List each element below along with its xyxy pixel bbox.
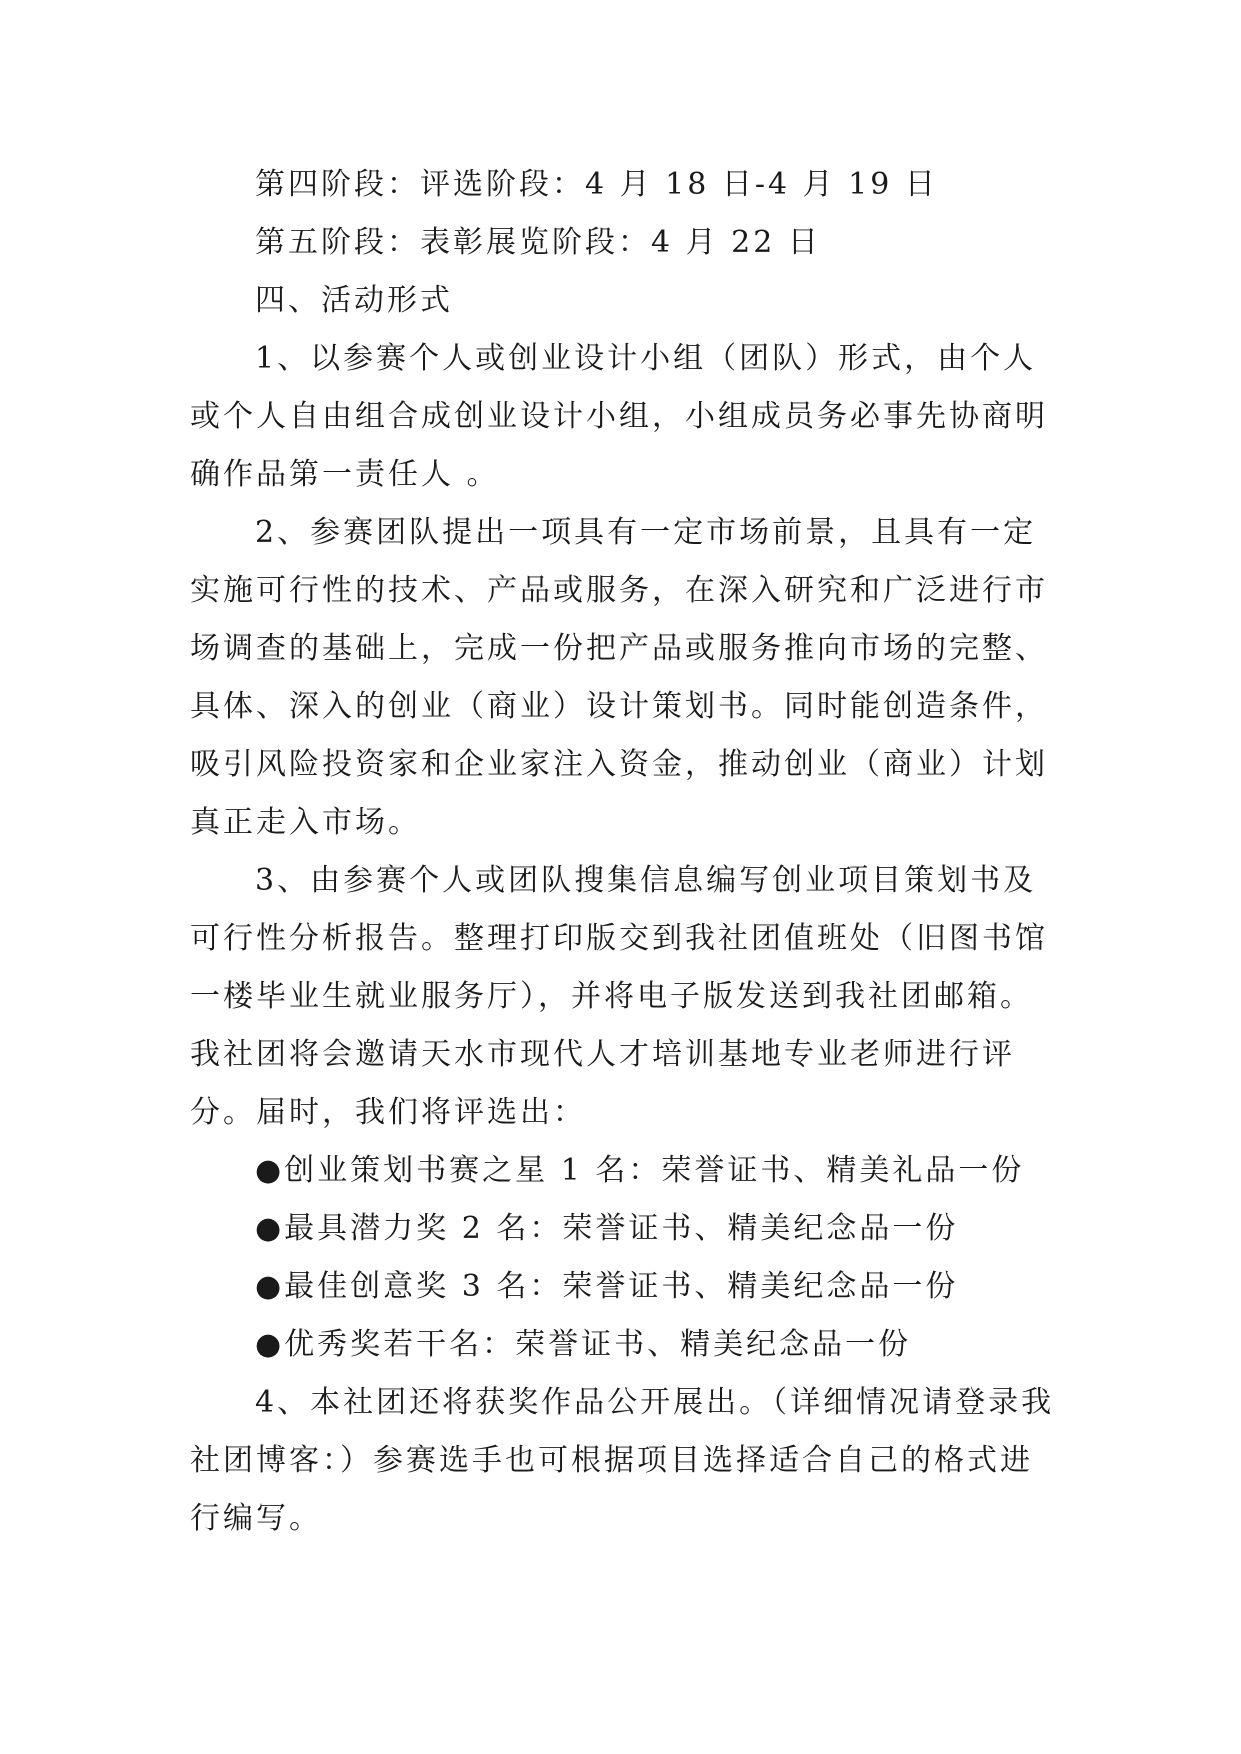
award-item-potential: ●最具潜力奖 2 名：荣誉证书、精美纪念品一份 xyxy=(255,1211,959,1246)
paragraph-4-line-3: 行编写。 xyxy=(190,1501,322,1536)
paragraph-3-line-2: 可行性分析报告。整理打印版交到我社团值班处（旧图书馆 xyxy=(190,921,1048,956)
award-item-creative: ●最佳创意奖 3 名：荣誉证书、精美纪念品一份 xyxy=(255,1269,959,1304)
paragraph-3-line-3: 一楼毕业生就业服务厅），并将电子版发送到我社团邮箱。 xyxy=(190,979,1033,1014)
paragraph-2-line-3: 场调查的基础上，完成一份把产品或服务推向市场的完整、 xyxy=(190,631,1048,666)
paragraph-4-line-2: 社团博客：）参赛选手也可根据项目选择适合自己的格式进 xyxy=(190,1443,1033,1478)
paragraph-2-line-5: 吸引风险投资家和企业家注入资金，推动创业（商业）计划 xyxy=(190,747,1048,782)
stage-five-line: 第五阶段：表彰展览阶段：4 月 22 日 xyxy=(255,225,821,260)
paragraph-3-line-4: 我社团将会邀请天水市现代人才培训基地专业老师进行评 xyxy=(190,1037,1015,1072)
paragraph-2-line-6: 真正走入市场。 xyxy=(190,805,421,840)
paragraph-3-line-5: 分。届时，我们将评选出： xyxy=(190,1095,586,1130)
paragraph-4-line-1: 4、本社团还将获奖作品公开展出。（详细情况请登录我 xyxy=(255,1385,1055,1420)
paragraph-1-line-3: 确作品第一责任人 。 xyxy=(190,457,500,492)
paragraph-1-line-1: 1、以参赛个人或创业设计小组（团队）形式，由个人 xyxy=(255,341,1037,376)
stage-four-line: 第四阶段：评选阶段：4 月 18 日-4 月 19 日 xyxy=(255,167,938,202)
section-heading-activity-form: 四、活动形式 xyxy=(255,283,453,318)
award-item-excellent: ●优秀奖若干名：荣誉证书、精美纪念品一份 xyxy=(255,1327,912,1362)
paragraph-2-line-1: 2、参赛团队提出一项具有一定市场前景，且具有一定 xyxy=(255,515,1037,550)
paragraph-2-line-4: 具体、深入的创业（商业）设计策划书。同时能创造条件， xyxy=(190,689,1048,724)
paragraph-3-line-1: 3、由参赛个人或团队搜集信息编写创业项目策划书及 xyxy=(255,863,1037,898)
paragraph-1-line-2: 或个人自由组合成创业设计小组，小组成员务必事先协商明 xyxy=(190,399,1048,434)
paragraph-2-line-2: 实施可行性的技术、产品或服务，在深入研究和广泛进行市 xyxy=(190,573,1048,608)
award-item-star: ●创业策划书赛之星 1 名：荣誉证书、精美礼品一份 xyxy=(255,1153,1025,1188)
